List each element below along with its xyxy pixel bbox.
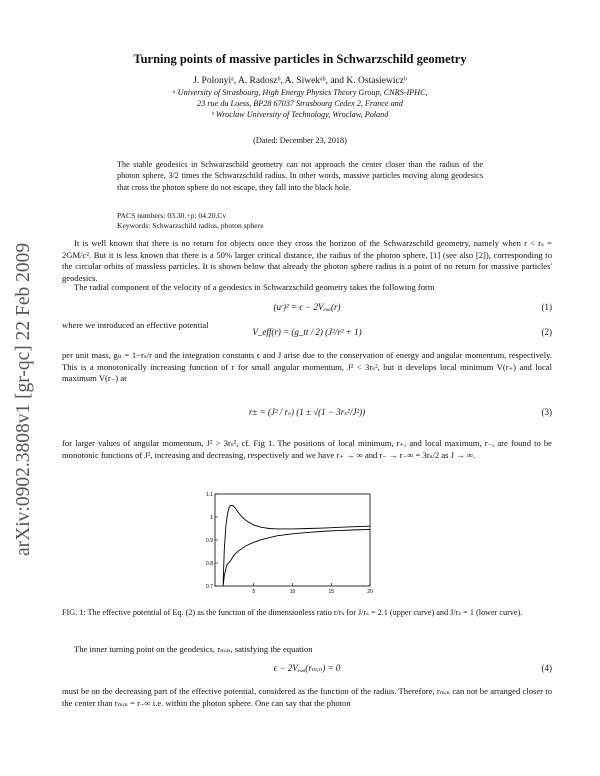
equation-4-body: ϵ − 2Vₑₒₒ(rₘᵢₙ) = 0 <box>273 663 341 673</box>
y-tick-label-4: 1.1 <box>206 492 213 498</box>
affiliation-a-address: 23 rue du Loess, BP28 67037 Strasbourg Cedex 2, France and <box>197 99 403 108</box>
equation-2-body: V_eff(r) = (g_tt / 2) (J²/r² + 1) <box>252 327 362 337</box>
equation-3-body: r± = (J² / rₛ) (1 ± √(1 − 3rₛ²/J²)) <box>248 407 366 417</box>
equation-3 <box>62 407 552 418</box>
x-tick-label-3: 20 <box>367 589 373 595</box>
equation-4-number: (4) <box>541 663 552 673</box>
effective-potential-chart <box>200 490 380 598</box>
x-tick-label-1: 10 <box>289 589 296 595</box>
plot-frame <box>215 494 370 586</box>
series-lower-curve <box>223 529 370 586</box>
equation-3-number: (3) <box>541 407 552 417</box>
paragraph-1: It is well known that there is no return for objects once they cross the horizon of the Schwarzschild geometry, namely when r < rₛ = 2GM/c². But it is less known that there is a 50% larger critical distance, the radius of the photon sphere, [1] (see also [2]), corresponding to the circular orbits of massless particles. It is shown below that already the photon sphere radius is a point of no return for massive particles' geodesics. <box>62 238 552 283</box>
paragraph-5: for larger values of angular momentum, J² > 3rₛ², cf. Fig 1. The positions of local minimum, r₊, and local maximum, r₋, are found to be monotonic functions of J², increasing and decreasing, respectively and we have r₊ → ∞ and r₋ → r₋∞ = 3rₛ/2 as J → ∞. <box>62 438 552 460</box>
y-tick-label-3: 1 <box>210 515 213 521</box>
y-tick-label-2: 0.9 <box>206 538 213 544</box>
paragraph-7: must be on the decreasing part of the effective potential, considered as the function of the radius. Therefore, rₘᵢₙ can not be arranged closer to the center than rₘᵢₙ = r₋∞ i.e. within the photon sphere. One can say that the photon <box>62 686 552 708</box>
abstract: The stable geodesics in Schwarzschild geometry can not approach the center closer than the radius of the photon sphere, 3/2 times the Schwarzschild radius. In other words, massive particles moving along geodesics that cross the photon sphere do not escape, they fall into the black hole. <box>117 160 483 192</box>
x-axis <box>252 583 373 595</box>
pacs-block <box>117 211 483 231</box>
paragraph-6: The inner turning point on the geodesics, rₘᵢₙ, satisfying the equation <box>74 644 313 654</box>
series-layer <box>223 506 370 587</box>
paragraph-2: The radial component of the velocity of a geodesics in Schwarzschild geometry takes the following form <box>74 282 435 292</box>
equation-2 <box>62 327 552 337</box>
paper-title: Turning points of massive particles in Schwarzschild geometry <box>133 52 467 66</box>
x-tick-label-2: 15 <box>328 589 335 595</box>
equation-1-number: (1) <box>541 302 552 312</box>
y-tick-label-0: 0.7 <box>206 584 213 590</box>
y-axis <box>206 492 218 590</box>
keywords: Keywords: Schwarzschild radius, photon sphere <box>117 221 264 230</box>
x-tick-label-0: 5 <box>252 589 256 595</box>
pacs-numbers: PACS numbers: 03.30.+p; 04.20.Cv <box>117 211 227 220</box>
equation-4 <box>62 663 552 674</box>
figure-caption: FIG. 1: The effective potential of Eq. (2) as the function of the dimensionless ratio r/rₛ for J/rₛ = 2.1 (upper curve) and J/rₛ = 1 (lower curve). <box>62 608 523 617</box>
dated-line: (Dated: December 23, 2018) <box>253 136 347 145</box>
affiliation-a: ᵃ University of Strasbourg, High Energy Physics Theory Group, CNRS-IPHC, <box>172 88 428 97</box>
series-upper-curve <box>223 506 370 584</box>
equation-1-body: (uʳ)² = ϵ − 2Vₑₒₒ(r) <box>273 302 341 312</box>
affiliation-b: ᵇ Wroclaw University of Technology, Wroclaw, Poland <box>211 110 389 119</box>
arxiv-stamp: arXiv:0902.3808v1 [gr-qc] 22 Feb 2009 <box>13 242 34 556</box>
y-tick-label-1: 0.8 <box>206 561 213 567</box>
paragraph-3: where we introduced an effective potential <box>62 320 209 330</box>
author-list: J. Polonyiᵃ, A. Radoszᵇ, A. Siwekᵃᵇ, and K. Ostasiewiczᵇ <box>193 76 407 86</box>
equation-1 <box>62 302 552 312</box>
paragraph-4: per unit mass, gₜₜ = 1−rₛ/r and the integration constants ϵ and J arise due to the conservation of energy and angular momentum, respectively. This is a monotonically increasing function of r for small angular momentum, J² < 3rₛ², but it develops local minimum V(r₊) and local maximum V(r₋) at <box>62 350 552 384</box>
equation-2-number: (2) <box>541 327 552 337</box>
